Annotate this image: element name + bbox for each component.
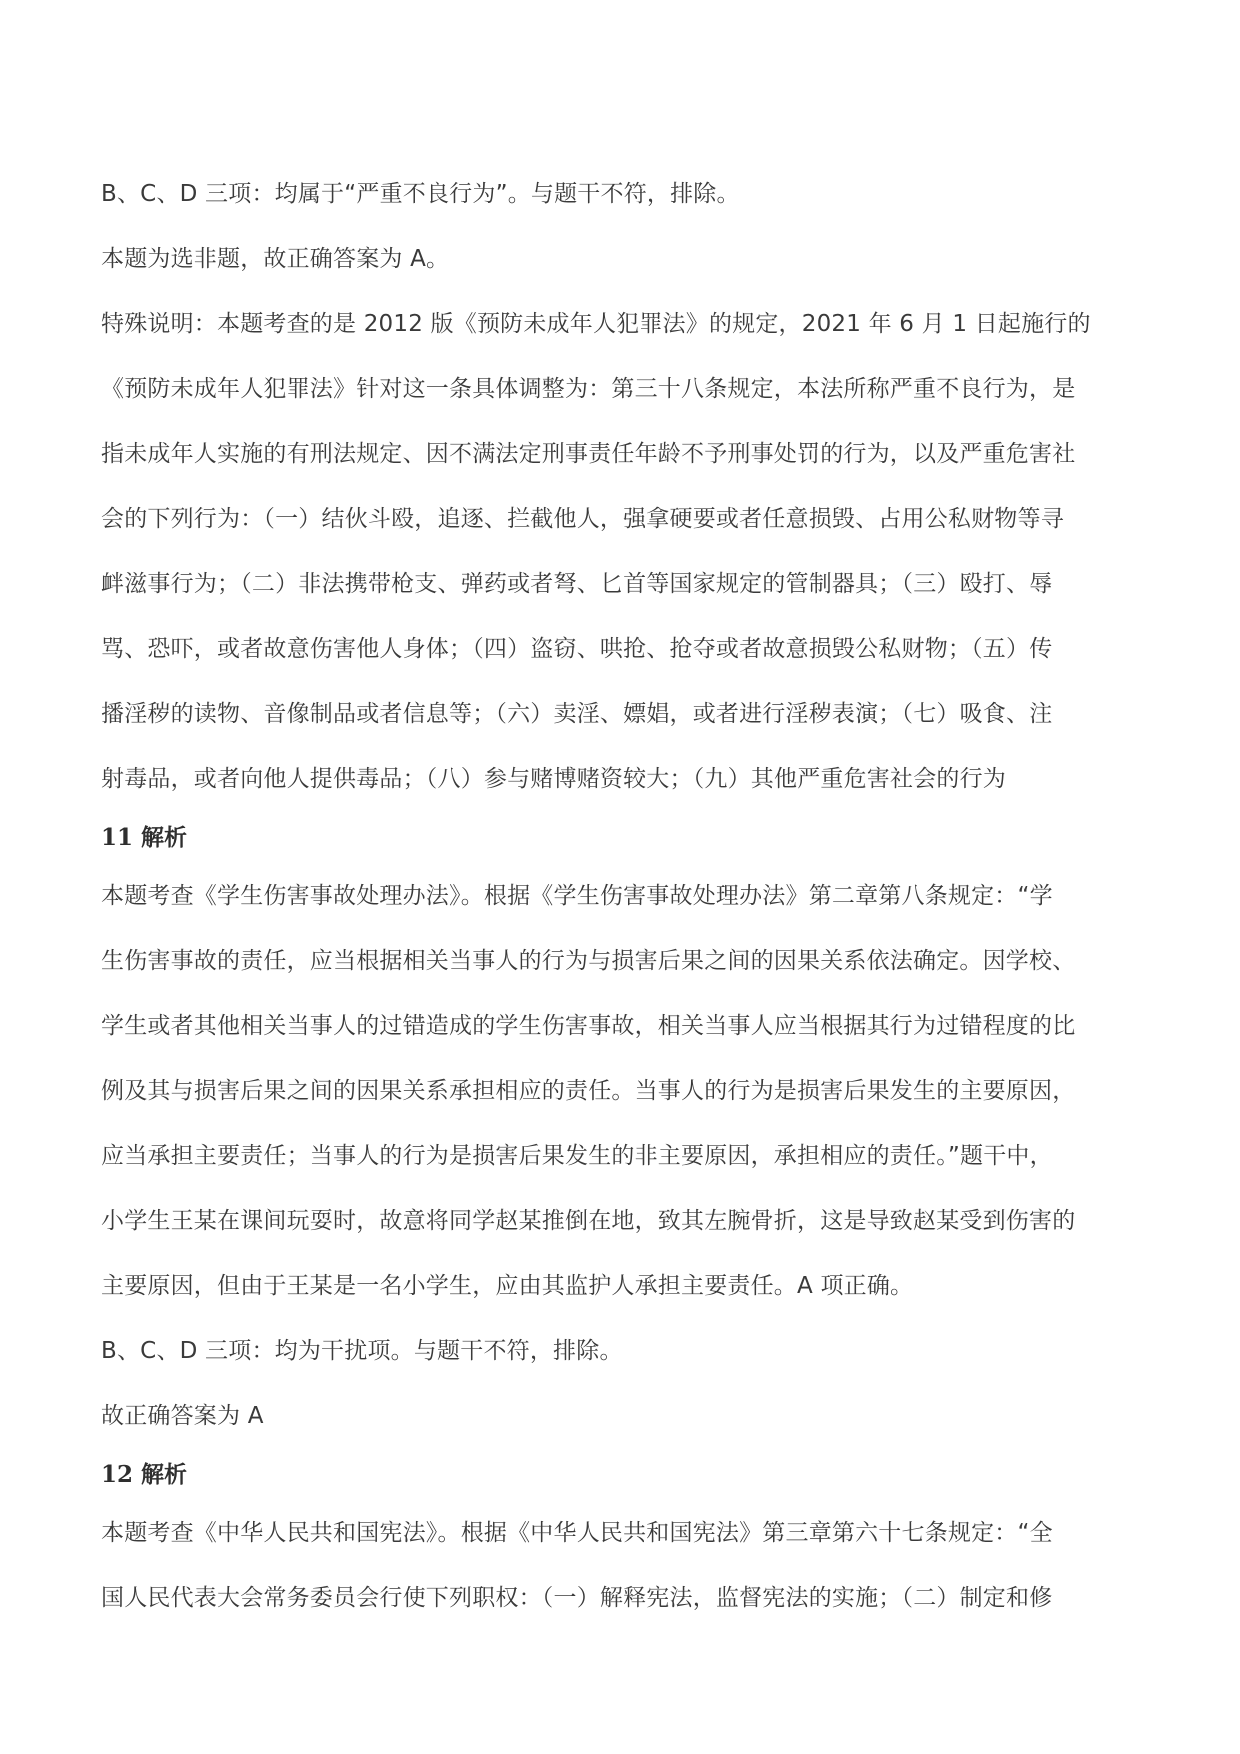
text-line: 小学生王某在课间玩耍时，故意将同学赵某推倒在地，致其左腕骨折，这是导致赵某受到伤害的 xyxy=(101,1208,1076,1234)
text-line: 本题为选非题，故正确答案为 A。 xyxy=(101,246,450,272)
text-line: 骂、恐吓，或者故意伤害他人身体；（四）盗窃、哄抢、抢夺或者故意损毁公私财物；（五）传 xyxy=(101,636,1053,662)
document-body xyxy=(101,162,1151,1631)
text-line: 本题考查《中华人民共和国宪法》。根据《中华人民共和国宪法》第三章第六十七条规定：“全 xyxy=(101,1520,1053,1546)
text-line: 例及其与损害后果之间的因果关系承担相应的责任。当事人的行为是损害后果发生的主要原因， xyxy=(101,1078,1076,1104)
text-line: 《预防未成年人犯罪法》针对这一条具体调整为：第三十八条规定，本法所称严重不良行为，是 xyxy=(101,376,1076,402)
text-line: 衅滋事行为；（二）非法携带枪支、弹药或者弩、匕首等国家规定的管制器具；（三）殴打、辱 xyxy=(101,571,1053,597)
text-line: 特殊说明：本题考查的是 2012 版《预防未成年人犯罪法》的规定，2021 年 6 月 1 日起施行的 xyxy=(101,311,1091,337)
paragraph xyxy=(101,1501,1151,1631)
paragraph xyxy=(101,162,1151,227)
section-heading xyxy=(101,1449,1151,1501)
text-line: B、C、D 三项：均为干扰项。与题干不符，排除。 xyxy=(101,1338,623,1364)
text-line: 生伤害事故的责任，应当根据相关当事人的行为与损害后果之间的因果关系依法确定。因学校、 xyxy=(101,948,1076,974)
paragraph xyxy=(101,227,1151,292)
paragraph xyxy=(101,1319,1151,1384)
text-line: 播淫秽的读物、音像制品或者信息等；（六）卖淫、嫖娼，或者进行淫秽表演；（七）吸食、注 xyxy=(101,701,1053,727)
text-line: B、C、D 三项：均属于“严重不良行为”。与题干不符，排除。 xyxy=(101,181,740,207)
text-line: 故正确答案为 A xyxy=(101,1403,264,1429)
text-line: 指未成年人实施的有刑法规定、因不满法定刑事责任年龄不予刑事处罚的行为，以及严重危害社 xyxy=(101,441,1076,467)
text-line: 应当承担主要责任；当事人的行为是损害后果发生的非主要原因，承担相应的责任。”题干中， xyxy=(101,1143,1053,1169)
paragraph xyxy=(101,1384,1151,1449)
text-line: 12 解析 xyxy=(101,1461,188,1488)
text-line: 学生或者其他相关当事人的过错造成的学生伤害事故，相关当事人应当根据其行为过错程度的比 xyxy=(101,1013,1076,1039)
section-heading xyxy=(101,812,1151,864)
paragraph xyxy=(101,864,1151,1319)
text-line: 主要原因，但由于王某是一名小学生，应由其监护人承担主要责任。A 项正确。 xyxy=(101,1273,914,1299)
text-line: 11 解析 xyxy=(101,824,188,851)
text-line: 国人民代表大会常务委员会行使下列职权：（一）解释宪法，监督宪法的实施；（二）制定和修 xyxy=(101,1585,1053,1611)
text-line: 射毒品，或者向他人提供毒品；（八）参与赌博赌资较大；（九）其他严重危害社会的行为 xyxy=(101,766,1006,792)
text-line: 本题考查《学生伤害事故处理办法》。根据《学生伤害事故处理办法》第二章第八条规定：“学 xyxy=(101,883,1053,909)
text-line: 会的下列行为：（一）结伙斗殴，追逐、拦截他人，强拿硬要或者任意损毁、占用公私财物等寻 xyxy=(101,506,1064,532)
paragraph xyxy=(101,292,1151,812)
